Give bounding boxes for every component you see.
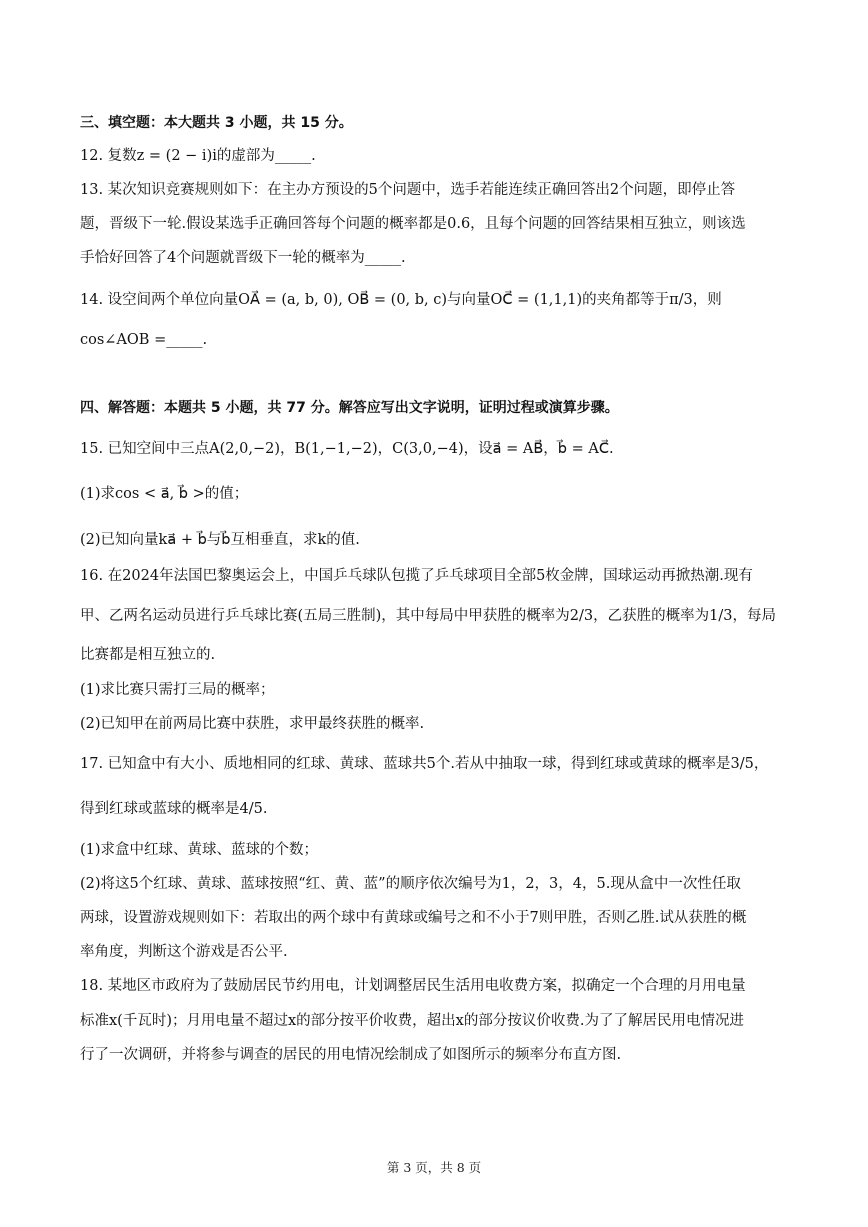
question-15-part-1: (1)求cos < a⃗, b⃗ >的值；: [80, 486, 249, 502]
question-15-part-2: (2)已知向量ka⃗ + b⃗与b⃗互相垂直，求k的值.: [80, 532, 360, 548]
question-17-part-2-line-2: 两球，设置游戏规则如下：若取出的两个球中有黄球或编号之和不小于7则甲胜，否则乙胜.试从获胜的概: [80, 910, 747, 926]
question-16-line-2: 甲、乙两名运动员进行乒乓球比赛(五局三胜制)，其中每局中甲获胜的概率为2/3，乙获胜的概率为1/3，每局: [80, 608, 776, 624]
question-14-line-2: cos∠AOB =_____.: [80, 332, 208, 348]
section-heading-fill-blank: 三、填空题：本大题共 3 小题，共 15 分。: [80, 115, 353, 131]
question-16-line-3: 比赛都是相互独立的.: [80, 647, 216, 663]
question-16-part-2: (2)已知甲在前两局比赛中获胜，求甲最终获胜的概率.: [80, 716, 425, 732]
question-12: 12. 复数z = (2 − i)i的虚部为_____.: [80, 148, 316, 164]
question-16-line-1: 16. 在2024年法国巴黎奥运会上，中国乒乓球队包揽了乒乓球项目全部5枚金牌，国球运动再掀热潮.现有: [80, 568, 753, 584]
question-13-line-1: 13. 某次知识竞赛规则如下：在主办方预设的5个问题中，选手若能连续正确回答出2个问题，即停止答: [80, 182, 736, 198]
section-heading-answer: 四、解答题：本题共 5 小题，共 77 分。解答应写出文字说明，证明过程或演算步骤。: [80, 400, 619, 416]
question-18-line-3: 行了一次调研，并将参与调查的居民的用电情况绘制成了如图所示的频率分布直方图.: [80, 1047, 622, 1063]
question-17-line-2: 得到红球或蓝球的概率是4/5.: [80, 801, 268, 817]
question-13-line-3: 手恰好回答了4个问题就晋级下一轮的概率为_____.: [80, 250, 406, 266]
question-15-line-1: 15. 已知空间中三点A(2,0,−2)，B(1,−1,−2)，C(3,0,−4)，设a⃗ = AB⃗，b⃗ = AC⃗.: [80, 441, 614, 457]
question-17-line-1: 17. 已知盒中有大小、质地相同的红球、黄球、蓝球共5个.若从中抽取一球，得到红球或黄球的概率是3/5，: [80, 756, 769, 772]
question-18-line-2: 标准x(千瓦时)；月用电量不超过x的部分按平价收费，超出x的部分按议价收费.为了了解居民用电情况进: [80, 1013, 744, 1029]
page-footer: 第 3 页，共 8 页: [386, 1160, 482, 1175]
question-17-part-2-line-3: 率角度，判断这个游戏是否公平.: [80, 944, 288, 960]
question-13-line-2: 题，晋级下一轮.假设某选手正确回答每个问题的概率都是0.6，且每个问题的回答结果相互独立，则该选: [80, 216, 746, 232]
question-18-line-1: 18. 某地区市政府为了鼓励居民节约用电，计划调整居民生活用电收费方案，拟确定一个合理的月用电量: [80, 978, 746, 994]
question-17-part-1: (1)求盒中红球、黄球、蓝球的个数；: [80, 842, 319, 858]
question-17-part-2-line-1: (2)将这5个红球、黄球、蓝球按照“红、黄、蓝”的顺序依次编号为1，2，3，4，5.现从盒中一次性任取: [80, 876, 741, 892]
question-14-line-1: 14. 设空间两个单位向量OA⃗ = (a, b, 0), OB⃗ = (0, b, c)与向量OC⃗ = (1,1,1)的夹角都等于π/3，则: [80, 292, 722, 308]
question-16-part-1: (1)求比赛只需打三局的概率；: [80, 682, 275, 698]
